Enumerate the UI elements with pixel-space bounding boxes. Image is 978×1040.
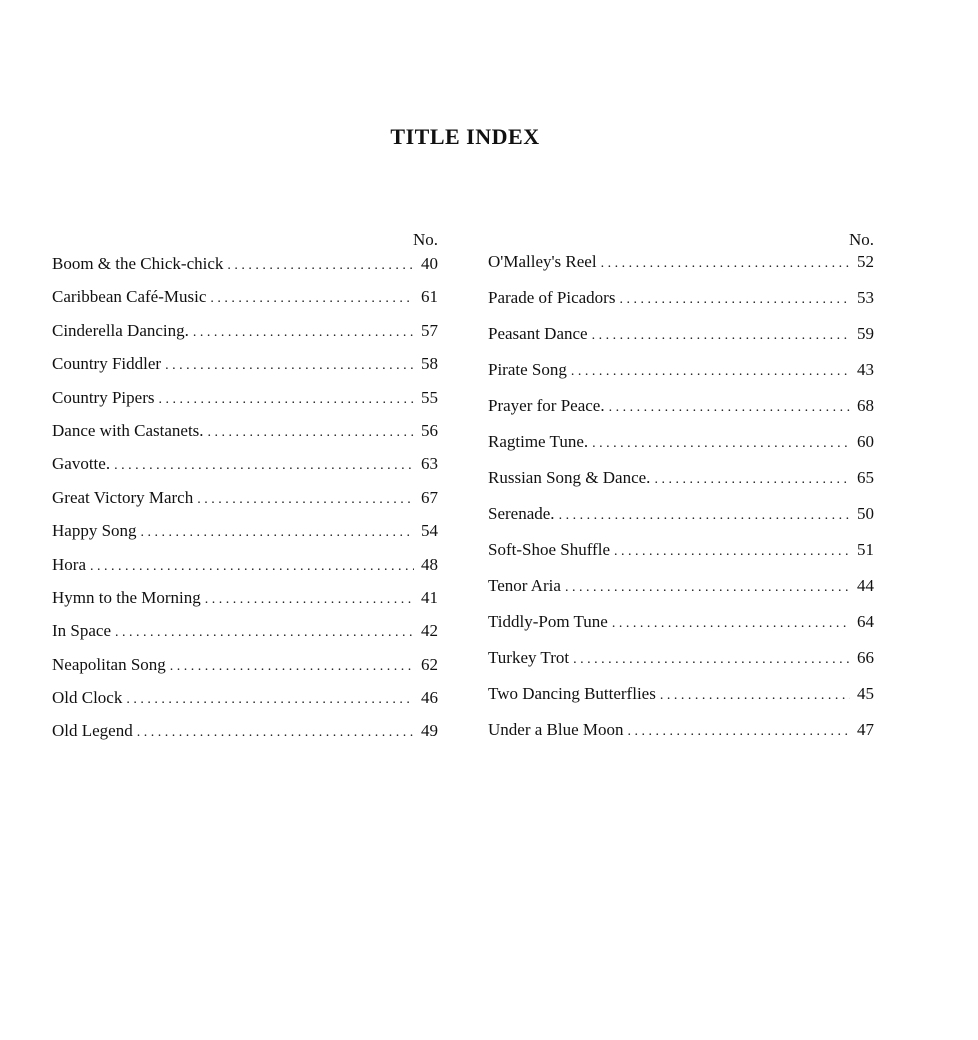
entry-number: 43 [857, 360, 874, 379]
dot-leader [170, 657, 414, 677]
entry-number: 67 [421, 487, 438, 507]
index-entry [488, 504, 874, 540]
entry-number: 54 [421, 521, 438, 541]
dot-leader [165, 356, 414, 376]
dot-leader [115, 623, 414, 643]
dot-leader [210, 289, 414, 309]
index-entry [52, 321, 438, 354]
index-list-left [52, 254, 438, 755]
entry-title: Neapolitan Song [52, 654, 166, 674]
index-entry [488, 468, 874, 504]
dot-leader [592, 434, 850, 454]
index-entry [52, 388, 438, 421]
dot-leader [660, 686, 850, 706]
page-title: TITLE INDEX [390, 124, 540, 149]
dot-leader [227, 256, 414, 276]
entry-number: 50 [857, 504, 874, 523]
entry-title: Caribbean Café-Music [52, 287, 207, 307]
entry-title: Tiddly-Pom Tune [488, 612, 608, 631]
entry-number: 45 [857, 684, 874, 703]
index-entry [488, 324, 874, 360]
entry-number: 48 [421, 554, 438, 574]
index-entry [52, 721, 438, 754]
entry-number: 41 [421, 587, 438, 607]
entry-number: 58 [421, 354, 438, 374]
index-entry [52, 621, 438, 654]
entry-number: 65 [857, 468, 874, 487]
dot-leader [601, 254, 850, 274]
index-entry [52, 287, 438, 320]
entry-number: 63 [421, 454, 438, 474]
dot-leader [559, 506, 850, 526]
index-entry [52, 454, 438, 487]
entry-title: Hora [52, 554, 86, 574]
entry-title: Country Pipers [52, 387, 155, 407]
entry-number: 51 [857, 540, 874, 559]
entry-number: 64 [857, 612, 874, 631]
index-entry [52, 588, 438, 621]
dot-leader [197, 490, 414, 510]
entry-title: Hymn to the Morning [52, 587, 201, 607]
entry-number: 40 [421, 254, 438, 273]
index-entry [488, 360, 874, 396]
index-entry [488, 252, 874, 288]
dot-leader [619, 290, 850, 310]
entry-title: Prayer for Peace. [488, 396, 605, 415]
index-entry [488, 648, 874, 684]
index-entry [52, 488, 438, 521]
index-entry [52, 354, 438, 387]
entry-number: 59 [857, 324, 874, 343]
entry-number: 49 [421, 721, 438, 741]
entry-number: 66 [857, 648, 874, 667]
entry-title: Great Victory March [52, 487, 194, 507]
dot-leader [126, 690, 414, 710]
entry-title: Peasant Dance [488, 324, 588, 343]
entry-number: 56 [421, 420, 438, 440]
entry-title: Tenor Aria [488, 576, 561, 595]
index-entry [488, 288, 874, 324]
entry-title: Turkey Trot [488, 648, 570, 667]
entry-number: 47 [857, 720, 874, 739]
dot-leader [565, 578, 850, 598]
dot-leader [141, 523, 414, 543]
dot-leader [571, 362, 850, 382]
index-entry [52, 688, 438, 721]
number-column-header: No. [412, 230, 438, 249]
entry-title: Country Fiddler [52, 354, 162, 374]
index-list-right [488, 252, 874, 756]
entry-number: 60 [857, 432, 874, 451]
entry-title: Serenade. [488, 504, 555, 523]
index-entry [52, 555, 438, 588]
entry-number: 53 [857, 288, 874, 307]
index-entry [52, 421, 438, 454]
entry-number: 52 [857, 252, 874, 271]
entry-title: Old Legend [52, 721, 133, 741]
entry-title: Old Clock [52, 688, 123, 708]
entry-title: Russian Song & Dance. [488, 468, 651, 487]
index-entry [488, 396, 874, 432]
entry-title: Parade of Picadors [488, 288, 616, 307]
entry-title: Dance with Castanets. [52, 420, 204, 440]
dot-leader [609, 398, 850, 418]
index-entry [488, 540, 874, 576]
entry-title: Cinderella Dancing. [52, 320, 189, 340]
dot-leader [158, 390, 414, 410]
dot-leader [614, 542, 850, 562]
entry-number: 57 [421, 320, 438, 340]
entry-title: Boom & the Chick-chick [52, 254, 224, 273]
index-entry [488, 432, 874, 468]
entry-number: 68 [857, 396, 874, 415]
entry-title: Happy Song [52, 521, 137, 541]
index-entry [488, 612, 874, 648]
number-column-header: No. [848, 230, 874, 249]
dot-leader [654, 470, 850, 490]
dot-leader [205, 590, 414, 610]
entry-number: 62 [421, 654, 438, 674]
entry-title: Ragtime Tune. [488, 432, 589, 451]
index-entry [52, 655, 438, 688]
index-entry [488, 684, 874, 720]
entry-number: 61 [421, 287, 438, 307]
dot-leader [114, 456, 414, 476]
entry-number: 46 [421, 688, 438, 708]
index-entry [52, 521, 438, 554]
dot-leader [137, 723, 414, 743]
dot-leader [90, 557, 414, 577]
entry-title: Under a Blue Moon [488, 720, 624, 739]
dot-leader [193, 323, 414, 343]
entry-title: Two Dancing Butterflies [488, 684, 656, 703]
entry-title: Gavotte. [52, 454, 111, 474]
entry-number: 55 [421, 387, 438, 407]
dot-leader [592, 326, 850, 346]
entry-title: O'Malley's Reel [488, 252, 597, 271]
entry-title: Pirate Song [488, 360, 567, 379]
index-entry [488, 720, 874, 756]
entry-number: 44 [857, 576, 874, 595]
dot-leader [573, 650, 850, 670]
dot-leader [612, 614, 850, 634]
index-entry [52, 254, 438, 287]
dot-leader [208, 423, 414, 443]
dot-leader [628, 722, 850, 742]
entry-title: In Space [52, 621, 112, 641]
entry-title: Soft-Shoe Shuffle [488, 540, 610, 559]
entry-number: 42 [421, 621, 438, 641]
index-entry [488, 576, 874, 612]
